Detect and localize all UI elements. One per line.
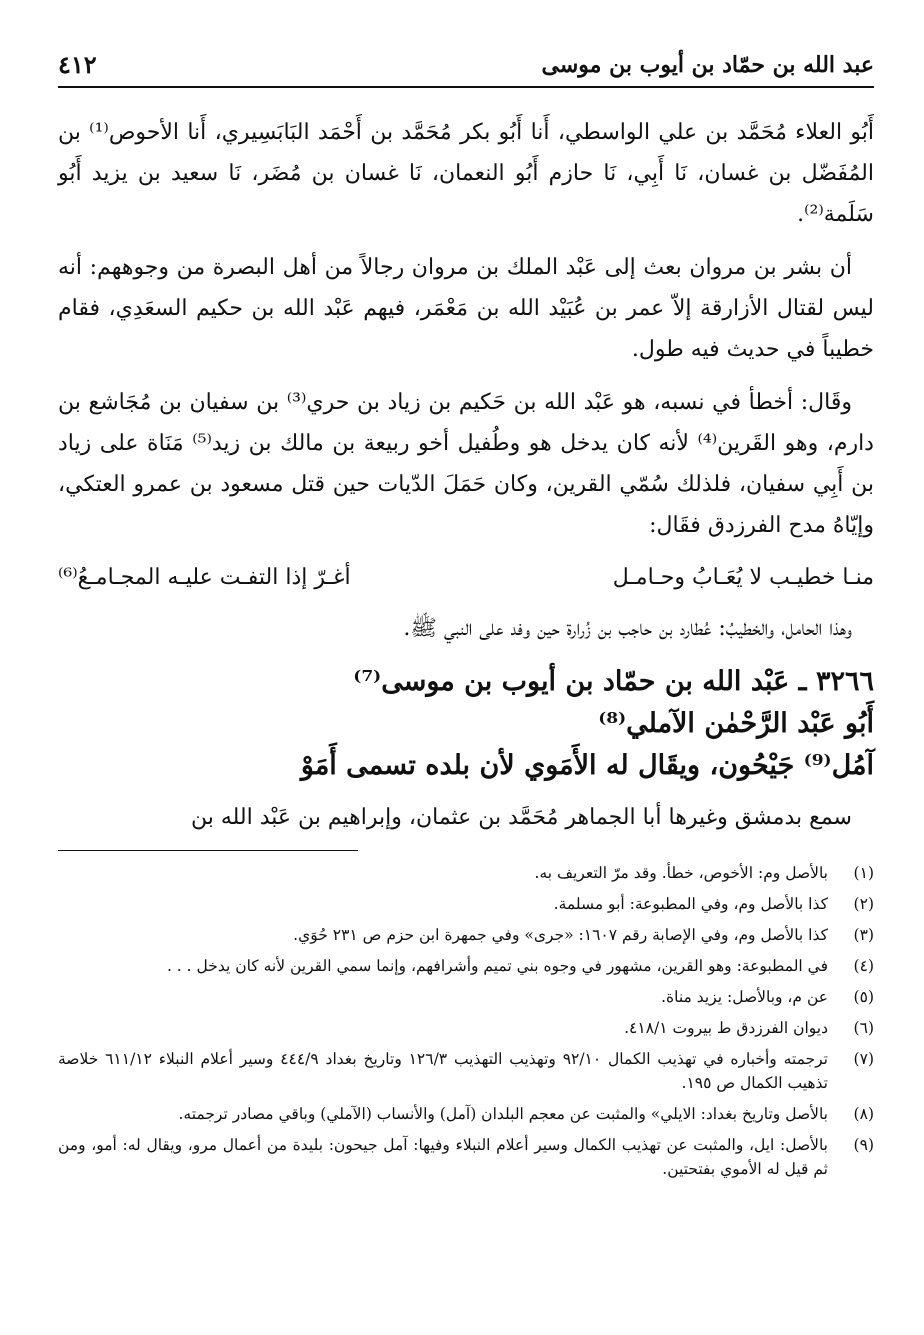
footnote xyxy=(58,892,874,916)
footnote-text: كذا بالأصل وم، وفي الإصابة رقم ١٦٠٧: «جرى» وفي جمهرة ابن حزم ص ٢٣١ حُوَي. xyxy=(293,926,828,944)
footnote-number: (٨) xyxy=(853,1105,874,1123)
footnote-number: (٥) xyxy=(853,988,874,1006)
paragraph-bishr: أن بشر بن مروان بعث إلى عَبْد الملك بن مروان رجالاً من أهل البصرة من وجوههم: أنه ليس لقتال الأزارقة إلاّ عمر بن عُبَيْد الله بن مَعْمَر، فيهم عَبْد الله بن حكيم السعَدِي، فقام خطيباً في حديث فيه طول. xyxy=(58,255,874,362)
paragraph-hamil: وهذا الحامل، والخطيبُ: عُطارد بن حاجب بن زُرارة حين وفد على النبي ﷺ. xyxy=(403,616,852,641)
header-rule xyxy=(58,86,874,88)
main-text xyxy=(58,112,874,838)
verse-second-hemistich: أغـرّ إذا التفـت عليـه المجـامـعُ⁽⁶⁾ xyxy=(58,565,351,590)
footnote xyxy=(58,861,874,885)
entry-heading-kunya: أَبُو عَبْد الرَّحْمٰن الآملي⁽⁸⁾ xyxy=(598,708,874,739)
footnote-number: (٦) xyxy=(853,1019,874,1037)
footnote xyxy=(58,1016,874,1040)
entry-heading-nisba: آمُل⁽⁹⁾ جَيْحُون، ويقَال له الأَمَوي لأن بلده تسمى أَمَوْ xyxy=(300,750,874,781)
footnote xyxy=(58,1102,874,1126)
footnote-number: (٧) xyxy=(853,1050,874,1068)
footnote-text: في المطبوعة: وهو القرين، مشهور في وجوه بني تميم وأشرافهم، وإنما سمي القرين لأنه كان يدخل . . . xyxy=(166,957,828,975)
paragraph-nasab: وقَال: أخطأ في نسبه، هو عَبْد الله بن حَكيم بن زياد بن حري⁽³⁾ بن سفيان بن مُجَاشع بن دارم، وهو القَرين⁽⁴⁾ لأنه كان يدخل هو وطُفيل أخو ربيعة بن مالك بن زيد⁽⁵⁾ مَنَاة على زياد بن أَبِي سفيان، فلذلك سُمّي القرين، وكان حَمَلَ الدّيات حين قتل مسعود بن عمرو العتكي، وإيّاهُ مدح الفرزدق فقَال: xyxy=(58,390,874,538)
footnote-text: بالأصل وتاريخ بغداد: الايلي» والمثبت عن معجم البلدان (آمل) والأنساب (الآملي) وباقي مصادر ترجمته. xyxy=(178,1105,828,1123)
footnote xyxy=(58,1133,874,1181)
footnote xyxy=(58,954,874,978)
footnote-text: بالأصل وم: الأخوص، خطأ. وقد مرّ التعريف به. xyxy=(534,864,828,882)
running-title: عبد الله بن حمّاد بن أيوب بن موسى xyxy=(541,52,874,78)
footnote-number: (٣) xyxy=(853,926,874,944)
entry-heading-name: ٣٢٦٦ ـ عَبْد الله بن حمّاد بن أيوب بن موسى⁽⁷⁾ xyxy=(353,666,874,697)
page-number: ٤١٢ xyxy=(58,50,97,79)
footnote xyxy=(58,1047,874,1095)
footnote-text: كذا بالأصل وم، وفي المطبوعة: أبو مسلمة. xyxy=(553,895,828,913)
page-header xyxy=(58,38,874,94)
poetry-verse xyxy=(58,558,874,598)
footnote-rule xyxy=(58,850,358,851)
footnote-number: (٢) xyxy=(853,895,874,913)
footnote-text: ترجمته وأخباره في تهذيب الكمال ٩٢/١٠ وتهذيب التهذيب ١٢٦/٣ وتاريخ بغداد ٤٤٤/٩ وسير أعلام النبلاء ٦١١/١٢ خلاصة تذهيب الكمال ص ١٩٥. xyxy=(58,1050,828,1092)
book-page xyxy=(58,38,874,1308)
footnote-text: عن م، وبالأصل: يزيد مناة. xyxy=(661,988,828,1006)
verse-first-hemistich: منـا خطيـب لا يُعَـابُ وحـامـل xyxy=(612,565,874,590)
footnotes xyxy=(58,861,874,1181)
paragraph-sami: سمع بدمشق وغيرها أبا الجماهر مُحَمَّد بن عثمان، وإبراهيم بن عَبْد الله بن xyxy=(190,805,852,830)
footnote-number: (٩) xyxy=(853,1136,874,1154)
entry-heading xyxy=(58,661,874,787)
footnote-number: (٤) xyxy=(853,957,874,975)
footnote xyxy=(58,923,874,947)
footnote xyxy=(58,985,874,1009)
footnote-text: ديوان الفرزدق ط بيروت ٤١٨/١. xyxy=(624,1019,828,1037)
paragraph-isnad: أَبُو العلاء مُحَمَّد بن علي الواسطي، أَنا أَبُو بكر مُحَمَّد بن أَحْمَد البَابَسِيري، أَنا الأحوص⁽¹⁾ بن المُفَضّل بن غسان، نَا أَبِي، نَا حازم أَبُو النعمان، نَا غسان بن مُضَر، نَا سعيد بن يزيد أَبُو سَلَمة⁽²⁾. xyxy=(58,120,874,227)
footnote-text: بالأصل: ايل، والمثبت عن تهذيب الكمال وسير أعلام النبلاء وفيها: آمل جيحون: بليدة من أعمال مرو، ويقال له: أمو، ومن ثم قيل له الأموي بفتحتين. xyxy=(58,1136,828,1178)
footnote-number: (١) xyxy=(853,864,874,882)
